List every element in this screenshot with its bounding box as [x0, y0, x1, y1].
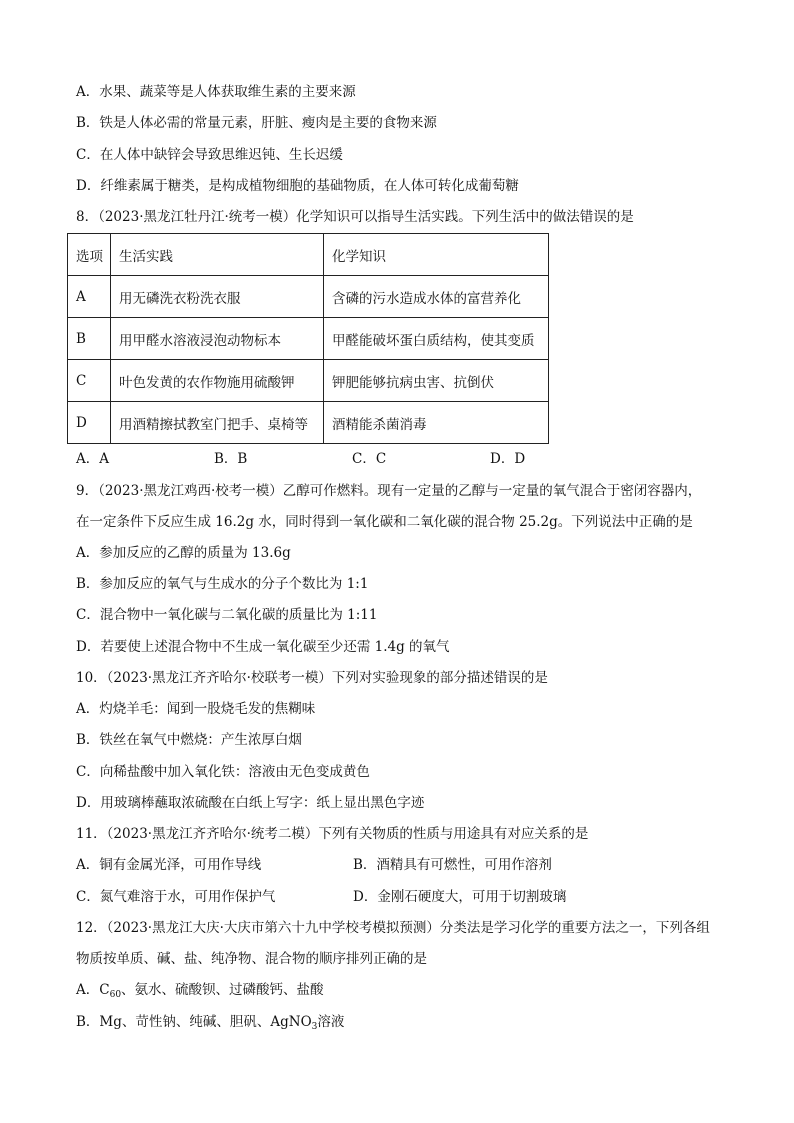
table-cell: 甲醛能破坏蛋白质结构，使其变质 [324, 318, 549, 360]
q11-option-c: C．氮气难溶于水，可用作保护气 [76, 889, 276, 905]
table-cell: 酒精能杀菌消毒 [324, 402, 549, 444]
q9-option-c: C．混合物中一氧化碳与二氧化碳的质量比为 1:11 [76, 607, 378, 623]
table-row [68, 402, 549, 444]
q8-option-b: B．B [214, 451, 248, 467]
q11-stem: 11．（2023·黑龙江齐齐哈尔·统考二模）下列有关物质的性质与用途具有对应关系的是 [76, 826, 589, 842]
q8-option-d: D．D [490, 451, 526, 467]
table-cell: 用无磷洗衣粉洗衣服 [111, 276, 324, 318]
q7-option-a: A．水果、蔬菜等是人体获取维生素的主要来源 [76, 84, 356, 100]
q9-stem-line1: 9．（2023·黑龙江鸡西·校考一模）乙醇可作燃料。现有一定量的乙醇与一定量的氧气混合于密闭容器内， [76, 483, 702, 499]
q12-option-a [76, 981, 324, 1004]
table-header-row [68, 234, 549, 276]
q12-stem-line2: 物质按单质、碱、盐、纯净物、混合物的顺序排列正确的是 [76, 951, 427, 967]
q8-table [67, 233, 549, 444]
q12-option-b-prefix: B．Mg、苛性钠、纯碱、胆矾、AgNO [76, 1014, 312, 1030]
q8-option-a: A．A [76, 451, 109, 467]
q10-option-a: A．灼烧羊毛：闻到一股烧毛发的焦糊味 [76, 701, 316, 717]
q7-option-c: C．在人体中缺锌会导致思维迟钝、生长迟缓 [76, 147, 343, 163]
q12-option-a-text: 、氨水、硫酸钡、过磷酸钙、盐酸 [121, 982, 324, 998]
table-cell: 叶色发黄的农作物施用硫酸钾 [111, 360, 324, 402]
table-cell: C [68, 360, 111, 402]
q9-option-b: B．参加反应的氧气与生成水的分子个数比为 1:1 [76, 576, 369, 592]
q10-option-d: D．用玻璃棒蘸取浓硫酸在白纸上写字：纸上显出黑色字迹 [76, 795, 425, 811]
q9-option-a: A．参加反应的乙醇的质量为 13.6g [76, 545, 291, 561]
table-cell: 用甲醛水溶液浸泡动物标本 [111, 318, 324, 360]
q12-option-a-prefix: A．C [76, 982, 110, 998]
q12-option-b [76, 1013, 344, 1036]
subscript: 60 [109, 990, 122, 1000]
subscript: 3 [311, 1022, 318, 1032]
table-cell: D [68, 402, 111, 444]
table-cell: 钾肥能够抗病虫害、抗倒伏 [324, 360, 549, 402]
table-cell: 含磷的污水造成水体的富营养化 [324, 276, 549, 318]
q8-option-c: C．C [352, 451, 387, 467]
q11-option-a: A．铜有金属光泽，可用作导线 [76, 857, 262, 873]
q9-option-d: D．若要使上述混合物中不生成一氧化碳至少还需 1.4g 的氧气 [76, 639, 450, 655]
q10-stem: 10．（2023·黑龙江齐齐哈尔·校联考一模）下列对实验现象的部分描述错误的是 [76, 670, 548, 686]
q10-option-c: C．向稀盐酸中加入氧化铁：溶液由无色变成黄色 [76, 764, 370, 780]
table-row [68, 276, 549, 318]
table-cell: B [68, 318, 111, 360]
q7-option-d: D．纤维素属于糖类，是构成植物细胞的基础物质，在人体可转化成葡萄糖 [76, 178, 519, 194]
q10-option-b: B．铁丝在氧气中燃烧：产生浓厚白烟 [76, 732, 302, 748]
table-row [68, 318, 549, 360]
table-header-cell: 选项 [68, 234, 111, 276]
q11-option-b: B．酒精具有可燃性，可用作溶剂 [353, 857, 552, 873]
q12-stem-line1: 12．（2023·黑龙江大庆·大庆市第六十九中学校考模拟预测）分类法是学习化学的重要方法之一，下列各组 [76, 920, 710, 936]
q8-stem: 8．（2023·黑龙江牡丹江·统考一模）化学知识可以指导生活实践。下列生活中的做法错误的是 [76, 209, 634, 225]
q9-stem-line2: 在一定条件下反应生成 16.2g 水，同时得到一氧化碳和二氧化碳的混合物 25.2g。下列说法中正确的是 [76, 514, 693, 530]
table-cell: 用酒精擦拭教室门把手、桌椅等 [111, 402, 324, 444]
table-row [68, 360, 549, 402]
table-cell: A [68, 276, 111, 318]
q11-option-d: D．金刚石硬度大，可用于切割玻璃 [353, 889, 567, 905]
q7-option-b: B．铁是人体必需的常量元素，肝脏、瘦肉是主要的食物来源 [76, 115, 437, 131]
q12-option-b-text: 溶液 [317, 1014, 345, 1030]
table-header-cell: 生活实践 [111, 234, 324, 276]
table-header-cell: 化学知识 [324, 234, 549, 276]
